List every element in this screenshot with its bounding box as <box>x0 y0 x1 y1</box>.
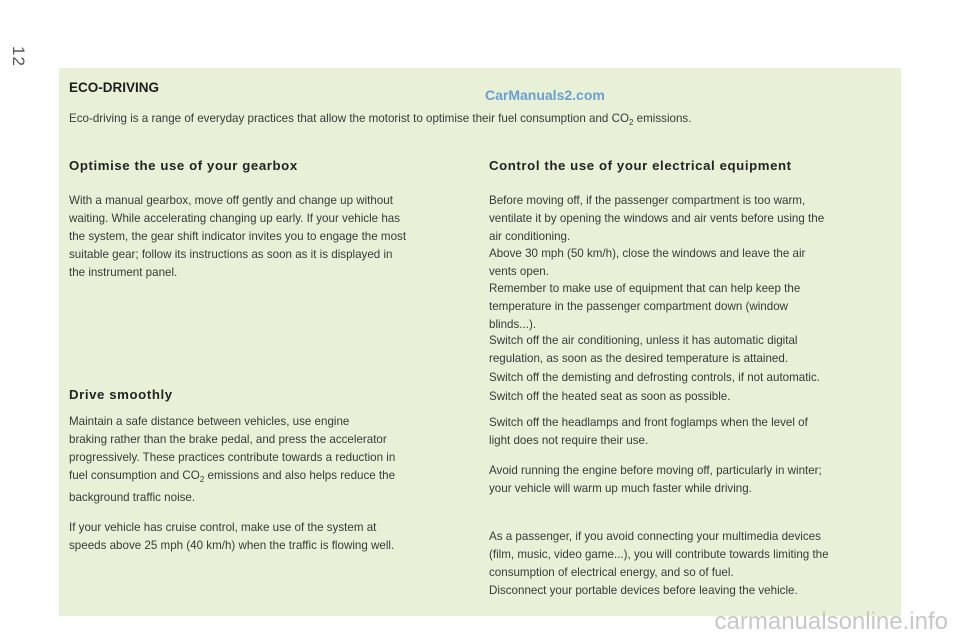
cruise-control-text <box>69 519 469 555</box>
text-line: blinds...). <box>489 318 537 331</box>
electrical-para-7 <box>489 414 894 450</box>
text-line: your vehicle will warm up much faster while driving. <box>489 482 752 495</box>
text-line: Switch off the headlamps and front foglamps when the level of <box>489 416 808 429</box>
cruise-line: If your vehicle has cruise control, make use of the system at <box>69 521 377 534</box>
text-line: Remember to make use of equipment that can help keep the <box>489 282 801 295</box>
text-line: Above 30 mph (50 km/h), close the windows and leave the air <box>489 247 806 260</box>
cruise-line: speeds above 25 mph (40 km/h) when the traffic is flowing well. <box>69 539 395 552</box>
heading-gearbox: Optimise the use of your gearbox <box>69 158 298 173</box>
gearbox-text <box>69 192 469 282</box>
text-line: ventilate it by opening the windows and air vents before using the <box>489 212 825 225</box>
watermark-top: CarManuals2.com <box>485 87 605 103</box>
electrical-para-8 <box>489 462 894 498</box>
text-line: temperature in the passenger compartment down (window <box>489 300 789 313</box>
electrical-para-9 <box>489 528 894 582</box>
electrical-para-3 <box>489 280 894 334</box>
text-line: As a passenger, if you avoid connecting your multimedia devices <box>489 530 821 543</box>
drive-smoothly-text <box>69 413 469 507</box>
text-line: Switch off the heated seat as soon as possible. <box>489 390 731 403</box>
text-line: Switch off the air conditioning, unless it has automatic digital <box>489 334 798 347</box>
electrical-para-5 <box>489 369 894 387</box>
drive-line: progressively. These practices contribute towards a reduction in <box>69 451 396 464</box>
gearbox-line: the system, the gear shift indicator invites you to engage the most <box>69 230 407 243</box>
text-line: Before moving off, if the passenger compartment is too warm, <box>489 194 806 207</box>
text-line: Disconnect your portable devices before leaving the vehicle. <box>489 584 798 597</box>
text-line: light does not require their use. <box>489 434 649 447</box>
drive-line: Maintain a safe distance between vehicles, use engine <box>69 415 350 428</box>
page-title: ECO-DRIVING <box>69 80 160 95</box>
gearbox-line: With a manual gearbox, move off gently and change up without <box>69 194 393 207</box>
drive-line: braking rather than the brake pedal, and press the accelerator <box>69 433 387 446</box>
electrical-para-1 <box>489 192 894 246</box>
text-line: Switch off the demisting and defrosting controls, if not automatic. <box>489 371 821 384</box>
text-line: (film, music, video game...), you will contribute towards limiting the <box>489 548 829 561</box>
gearbox-line: suitable gear; follow its instructions as soon as it is displayed in <box>69 248 393 261</box>
electrical-para-6 <box>489 388 894 406</box>
watermark-bottom: carmanualsonline.info <box>714 608 948 635</box>
text-line: air conditioning. <box>489 230 571 243</box>
page-number: 12 <box>9 46 28 67</box>
gearbox-line: the instrument panel. <box>69 266 178 279</box>
drive-co2-line: fuel consumption and $CO_2$ emissions and also helps reduce the <box>69 469 396 484</box>
heading-electrical-equipment: Control the use of your electrical equipment <box>489 158 792 173</box>
heading-drive-smoothly: Drive smoothly <box>69 387 173 402</box>
text-line: vents open. <box>489 265 549 278</box>
text-line: consumption of electrical energy, and so of fuel. <box>489 566 734 579</box>
electrical-para-4 <box>489 332 894 368</box>
intro-text: Eco-driving is a range of everyday practices that allow the motorist to optimise their fuel consumption and $CO_2$ emissions. <box>69 112 692 127</box>
gearbox-line: waiting. While accelerating changing up early. If your vehicle has <box>69 212 401 225</box>
text-line: Avoid running the engine before moving off, particularly in winter; <box>489 464 822 477</box>
electrical-para-2 <box>489 245 894 281</box>
electrical-para-10 <box>489 582 894 600</box>
text-line: regulation, as soon as the desired temperature is attained. <box>489 352 789 365</box>
drive-line: background traffic noise. <box>69 491 196 504</box>
